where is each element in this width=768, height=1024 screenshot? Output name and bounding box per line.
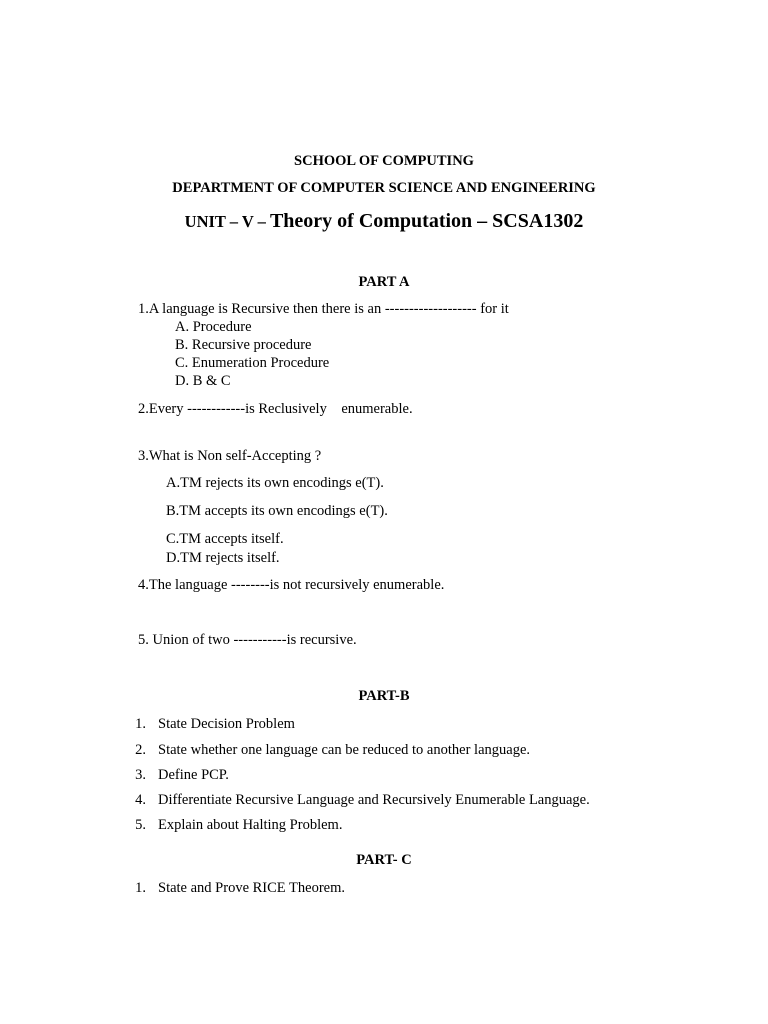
question-3: 3.What is Non self-Accepting ? bbox=[138, 448, 322, 464]
part-a-heading: PART A bbox=[358, 274, 410, 290]
list-item: State whether one language can be reduced to another language. bbox=[158, 742, 531, 758]
unit-prefix: UNIT – V – bbox=[184, 212, 270, 231]
list-item: State and Prove RICE Theorem. bbox=[158, 880, 345, 896]
question-1-option-a: A. Procedure bbox=[175, 319, 252, 335]
list-item: Define PCP. bbox=[158, 767, 229, 783]
list-item-number: 2. bbox=[135, 742, 146, 758]
school-name: SCHOOL OF COMPUTING bbox=[294, 153, 474, 169]
question-1-option-b: B. Recursive procedure bbox=[175, 337, 312, 353]
list-item-number: 5. bbox=[135, 817, 146, 833]
question-1-option-c: C. Enumeration Procedure bbox=[175, 355, 330, 371]
list-item-number: 3. bbox=[135, 767, 146, 783]
list-item-number: 1. bbox=[135, 716, 146, 732]
list-item: Differentiate Recursive Language and Recursively Enumerable Language. bbox=[158, 792, 590, 808]
question-4: 4.The language --------is not recursively enumerable. bbox=[138, 577, 445, 593]
question-1-option-d: D. B & C bbox=[175, 373, 231, 389]
list-item: State Decision Problem bbox=[158, 716, 295, 732]
list-item-number: 4. bbox=[135, 792, 146, 808]
unit-subject: Theory of Computation – SCSA1302 bbox=[269, 210, 584, 232]
question-2: 2.Every ------------is Reclusively enumerable. bbox=[138, 401, 413, 417]
question-3-option-c: C.TM accepts itself. bbox=[166, 531, 284, 547]
question-3-option-a: A.TM rejects its own encodings e(T). bbox=[166, 475, 384, 491]
question-3-option-d: D.TM rejects itself. bbox=[166, 550, 280, 566]
list-item: Explain about Halting Problem. bbox=[158, 817, 343, 833]
question-1: 1.A language is Recursive then there is an ------------------- for it bbox=[138, 301, 509, 317]
question-3-option-b: B.TM accepts its own encodings e(T). bbox=[166, 503, 388, 519]
list-item-number: 1. bbox=[135, 880, 146, 896]
department-name: DEPARTMENT OF COMPUTER SCIENCE AND ENGINEERING bbox=[172, 180, 596, 196]
unit-title bbox=[0, 211, 768, 231]
question-5: 5. Union of two -----------is recursive. bbox=[138, 632, 357, 648]
part-c-heading: PART- C bbox=[356, 852, 412, 868]
part-b-heading: PART-B bbox=[358, 688, 410, 704]
